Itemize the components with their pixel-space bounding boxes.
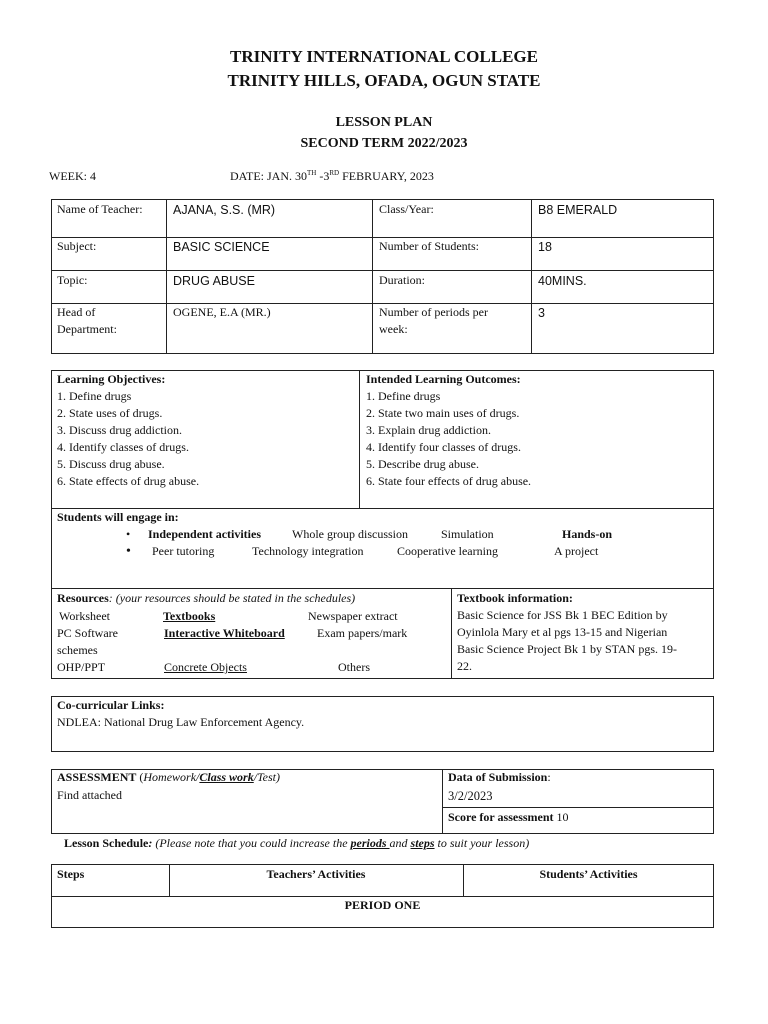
engage-item: Peer tutoring (152, 544, 215, 558)
engage-item: Technology integration (252, 544, 364, 558)
objective-item: 5. Discuss drug abuse. (57, 457, 165, 471)
learning-objectives: Learning Objectives: 1. Define drugs 2. State uses of drugs. 3. Discuss drug addiction. 4. Identify classes of drugs. 5. Discuss drug abuse. 6. State effects of drug abuse. (57, 372, 200, 488)
term-title: SECOND TERM 2022/2023 (300, 136, 468, 151)
college-address: TRINITY HILLS, OFADA, OGUN STATE (227, 71, 541, 90)
outcome-item: 3. Explain drug addiction. (366, 423, 491, 437)
engage-item: A project (554, 544, 599, 558)
resources-title: Resources: (your resources should be stated in the schedules) (57, 591, 356, 605)
date-label: DATE: JAN. 30TH -3RD FEBRUARY, 2023 (230, 169, 434, 183)
objective-item: 3. Discuss drug addiction. (57, 423, 182, 437)
outcome-item: 6. State four effects of drug abuse. (366, 474, 532, 488)
cocurricular-links: Co-curricular Links: NDLEA: National Drug Law Enforcement Agency. (57, 698, 305, 729)
learning-outcomes: Intended Learning Outcomes: 1. Define drugs 2. State two main uses of drugs. 3. Explain drug addiction. 4. Identify four classes of drugs. 5. Describe drug abuse. 6. State four effects of drug abuse. (366, 372, 532, 488)
teacher-label: Name of Teacher: (57, 202, 143, 216)
resource-item: PC Software (57, 626, 118, 640)
engage-item: Hands-on (562, 527, 613, 541)
hod-value: OGENE, E.A (MR.) (173, 305, 271, 319)
engage-item: Independent activities (148, 527, 262, 541)
resource-item: Newspaper extract (308, 609, 398, 623)
engage-title: Students will engage in: (57, 510, 179, 524)
periods-value: 3 (538, 306, 545, 320)
week-label: WEEK: 4 (49, 169, 96, 183)
column-students-activities: Students’ Activities (539, 867, 638, 881)
objective-item: 6. State effects of drug abuse. (57, 474, 200, 488)
outcome-item: 2. State two main uses of drugs. (366, 406, 520, 420)
engage-item: Simulation (441, 527, 494, 541)
lesson-schedule-note: Lesson Schedule: (Please note that you could increase the periods and steps to suit your lesson) (64, 836, 530, 850)
periods-label: Number of periods per week: (379, 305, 488, 336)
students-value: 18 (538, 240, 552, 254)
submission-label: Data of Submission: (448, 770, 551, 784)
engage-item: Whole group discussion (292, 527, 408, 541)
outcome-item: 1. Define drugs (366, 389, 441, 403)
topic-value: DRUG ABUSE (173, 274, 255, 288)
textbook-information: Textbook information: Basic Science for JSS Bk 1 BEC Edition by Oyinlola Mary et al pgs 13-15 and Nigerian Basic Science Project Bk 1 by STAN pgs. 19- 22. (457, 591, 678, 673)
class-value: B8 EMERALD (538, 203, 618, 217)
resource-item: Others (338, 660, 370, 674)
objective-item: 1. Define drugs (57, 389, 132, 403)
objective-item: 2. State uses of drugs. (57, 406, 163, 420)
resource-item: Interactive Whiteboard (164, 626, 285, 640)
college-name: TRINITY INTERNATIONAL COLLEGE (230, 47, 538, 66)
column-teachers-activities: Teachers’ Activities (266, 867, 366, 881)
document-title: LESSON PLAN (335, 115, 433, 130)
teacher-value: AJANA, S.S. (MR) (173, 203, 276, 217)
duration-value: 40MINS. (538, 274, 587, 288)
resource-item: Concrete Objects (164, 660, 247, 674)
outcome-item: 5. Describe drug abuse. (366, 457, 479, 471)
resource-item: Exam papers/mark (317, 626, 408, 640)
resource-item: OHP/PPT (57, 660, 106, 674)
submission-value: 3/2/2023 (448, 789, 493, 803)
hod-label: Head of Department: (57, 305, 117, 336)
topic-label: Topic: (57, 273, 88, 287)
assessment-body: Find attached (57, 788, 122, 802)
column-steps: Steps (57, 867, 85, 881)
class-label: Class/Year: (379, 202, 434, 216)
duration-label: Duration: (379, 273, 425, 287)
subject-value: BASIC SCIENCE (173, 240, 270, 254)
resource-item: schemes (57, 643, 98, 657)
assessment-title: ASSESSMENT (Homework/Class work/Test) (57, 770, 280, 784)
subject-label: Subject: (57, 239, 97, 253)
period-one: PERIOD ONE (344, 898, 421, 912)
engage-item: Cooperative learning (397, 544, 498, 558)
resource-item: Textbooks (163, 609, 216, 623)
outcome-item: 4. Identify four classes of drugs. (366, 440, 521, 454)
score-for-assessment: Score for assessment 10 (448, 810, 569, 824)
objective-item: 4. Identify classes of drugs. (57, 440, 189, 454)
resource-item: Worksheet (59, 609, 111, 623)
bullet-icon: • (126, 544, 131, 559)
students-label: Number of Students: (379, 239, 479, 253)
bullet-icon: • (126, 527, 131, 541)
